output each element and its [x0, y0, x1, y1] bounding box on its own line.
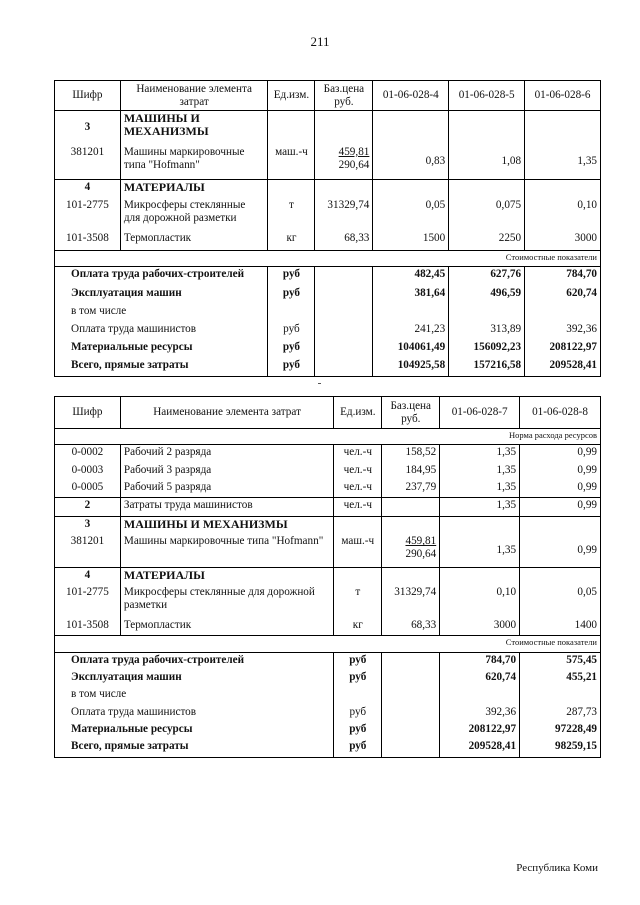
footer-region-name: Республика Коми — [516, 862, 598, 874]
header-col-6: 01-06-028-6 — [525, 81, 601, 111]
cost-row: Эксплуатация машин руб 381,64 496,59 620,74 — [55, 286, 601, 304]
header-code: Шифр — [55, 81, 121, 111]
header-unit: Ед.изм. — [268, 81, 315, 111]
header-col-8: 01-06-028-8 — [520, 397, 601, 429]
table-row: 2 Затраты труда машинистов чел.-ч 1,35 0,99 — [55, 498, 601, 517]
header-name: Наименование элемента затрат — [120, 397, 333, 429]
table-row: 381201 Машины маркировочные типа "Hofmann" маш.-ч 459,81 290,64 0,83 1,08 1,35 — [55, 145, 601, 179]
resource-table-1 — [54, 80, 601, 377]
table-header-row — [55, 397, 601, 429]
page-number: 211 — [310, 34, 330, 49]
cost-row: Материальные ресурсы руб 208122,97 97228,49 — [55, 722, 601, 739]
header-col-5: 01-06-028-5 — [449, 81, 525, 111]
cost-row-total: Всего, прямые затраты руб 209528,41 98259,15 — [55, 739, 601, 757]
resource-table-2 — [54, 396, 601, 758]
header-price: Баз.цена руб. — [315, 81, 373, 111]
cost-row: Эксплуатация машин руб 620,74 455,21 — [55, 670, 601, 687]
table-row: 0-0003 Рабочий 3 разряда чел.-ч 184,95 1,35 0,99 — [55, 463, 601, 480]
section-row: 4 МАТЕРИАЛЫ — [55, 567, 601, 585]
section-row: 4 МАТЕРИАЛЫ — [55, 179, 601, 198]
cost-row: Оплата труда машинистов руб 241,23 313,89 392,36 — [55, 322, 601, 340]
table-row: 101-2775 Микросферы стеклянные для дорожной разметки т 31329,74 0,05 0,075 0,10 — [55, 198, 601, 232]
header-col-7: 01-06-028-7 — [440, 397, 520, 429]
table-row: 101-2775 Микросферы стеклянные для дорожной разметки т 31329,74 0,10 0,05 — [55, 585, 601, 617]
table-row: 101-3508 Термопластик кг 68,33 3000 1400 — [55, 618, 601, 636]
cost-row: в том числе — [55, 304, 601, 322]
table-row: 101-3508 Термопластик кг 68,33 1500 2250 3000 — [55, 231, 601, 250]
table-header-row — [55, 81, 601, 111]
cost-row: Материальные ресурсы руб 104061,49 156092,23 208122,97 — [55, 340, 601, 358]
section-row: 3 МАШИНЫ И МЕХАНИЗМЫ — [55, 111, 601, 145]
header-code: Шифр — [55, 397, 121, 429]
cost-row: Оплата труда рабочих-строителей руб 482,45 627,76 784,70 — [55, 267, 601, 286]
header-price: Баз.цена руб. — [382, 397, 440, 429]
cost-row: в том числе — [55, 687, 601, 704]
band-row: Стоимостные показатели — [55, 636, 601, 652]
cost-row-total: Всего, прямые затраты руб 104925,58 157216,58 209528,41 — [55, 358, 601, 377]
band-row: Стоимостные показатели — [55, 250, 601, 267]
cost-row: Оплата труда машинистов руб 392,36 287,73 — [55, 705, 601, 722]
cost-row: Оплата труда рабочих-строителей руб 784,70 575,45 — [55, 652, 601, 670]
header-unit: Ед.изм. — [334, 397, 382, 429]
table-row: 0-0002 Рабочий 2 разряда чел.-ч 158,52 1,35 0,99 — [55, 445, 601, 463]
divider-mark — [318, 383, 321, 384]
table-row: 0-0005 Рабочий 5 разряда чел.-ч 237,79 1,35 0,99 — [55, 480, 601, 498]
band-row: Норма расхода ресурсов — [55, 429, 601, 445]
header-col-4: 01-06-028-4 — [373, 81, 449, 111]
header-name: Наименование элемента затрат — [120, 81, 268, 111]
section-row: 3 МАШИНЫ И МЕХАНИЗМЫ — [55, 517, 601, 535]
table-row: 381201 Машины маркировочные типа "Hofmann" маш.-ч 459,81 290,64 1,35 0,99 — [55, 534, 601, 567]
